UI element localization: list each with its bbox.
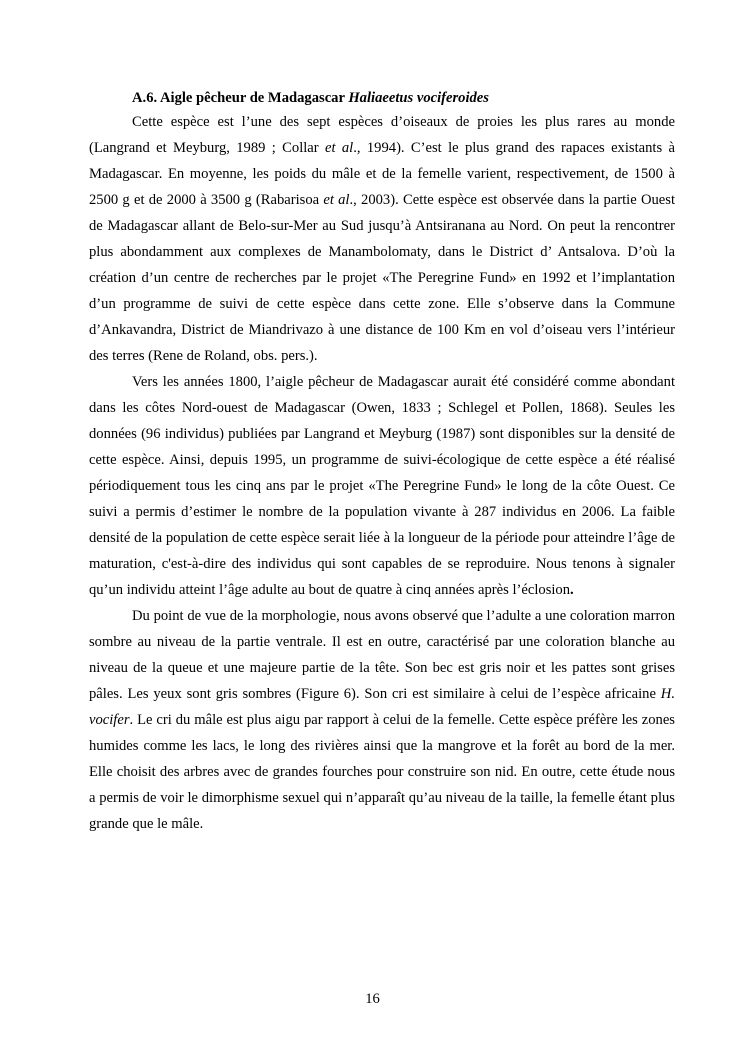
paragraph-1-etal-2: et al: [323, 192, 350, 208]
section-species-name: Haliaeetus vociferoides: [348, 90, 489, 106]
paragraph-2-text: Vers les années 1800, l’aigle pêcheur de Madagascar aurait été considéré comme abondant dans les côtes Nord-ouest de Madagascar (Owen, 1833 ; Schlegel et Pollen, 1868). Seules les données (96 individus) publiées par Langrand et Meyburg (1987) sont disponibles sur la densité de cette espèce. Ainsi, depuis 1995, un programme de suivi-écologique de cette espèce a été réalisé périodiquement tous les cinq ans par le projet «The Peregrine Fund» le long de la côte Ouest. Ce suivi a permis d’estimer le nombre de la population vivante à 287 individus en 2006. La faible densité de la population de cette espèce serait liée à la longueur de la période pour atteindre l’âge de maturation, c'est-à-dire des individus qui sont capables de se reproduire. Nous tenons à signaler qu’un individu atteint l’âge adulte au bout de quatre à cinq années après l’éclosion: [89, 374, 675, 598]
paragraph-3-text-b: . Le cri du mâle est plus aigu par rapport à celui de la femelle. Cette espèce préfère les zones humides comme les lacs, le long des rivières ainsi que la mangrove et la forêt au bord de la mer. Elle choisit des arbres avec de grandes fourches pour construire son nid. En outre, cette étude nous a permis de voir le dimorphisme sexuel qui n’apparaît qu’au niveau de la taille, la femelle étant plus grande que le mâle.: [89, 712, 675, 832]
paragraph-1-text-b: ., 1994). C’est le plus grand des rapaces existants à Madagascar. En moyenne, les poids du mâle et de la femelle varient, respectivement, de 1500 à 2500 g et de 2000 à 3500 g (Rabarisoa: [89, 140, 675, 208]
page-number: 16: [365, 991, 380, 1007]
section-heading: [89, 87, 675, 109]
paragraph-2-end: .: [570, 582, 574, 598]
paragraph-1-etal-1: et al: [325, 140, 354, 156]
paragraph-1: [89, 109, 675, 369]
paragraph-3: [89, 603, 675, 837]
paragraph-3-text-a: Du point de vue de la morphologie, nous avons observé que l’adulte a une coloration marron sombre au niveau de la partie ventrale. Il est en outre, caractérisé par une coloration blanche au niveau de la queue et une majeure partie de la tête. Son bec est gris noir et les pattes sont grises pâles. Les yeux sont gris sombres (Figure 6). Son cri est similaire à celui de l’espèce africaine: [89, 608, 675, 702]
paragraph-3-species-name: H. vocifer: [89, 686, 675, 728]
paragraph-1-text-c: ., 2003). Cette espèce est observée dans la partie Ouest de Madagascar allant de Belo-sur-Mer au Sud jusqu’à Antsiranana au Nord. On peut la rencontrer plus abondamment aux complexes de Manambolomaty, dans le District d’ Antsalova. D’où la création d’un centre de recherches par le projet «The Peregrine Fund» en 1992 et l’implantation d’un programme de suivi de cette espèce dans cette zone. Elle s’observe dans la Commune d’Ankavandra, District de Miandrivazo à une distance de 100 Km en vol d’oiseau vers l’intérieur des terres (Rene de Roland, obs. pers.).: [89, 192, 675, 364]
section-title: A.6. Aigle pêcheur de Madagascar: [132, 90, 349, 106]
page-content: [89, 87, 675, 837]
paragraph-1-text-a: Cette espèce est l’une des sept espèces d’oiseaux de proies les plus rares au monde (Langrand et Meyburg, 1989 ; Collar: [89, 114, 675, 156]
paragraph-2: [89, 369, 675, 603]
